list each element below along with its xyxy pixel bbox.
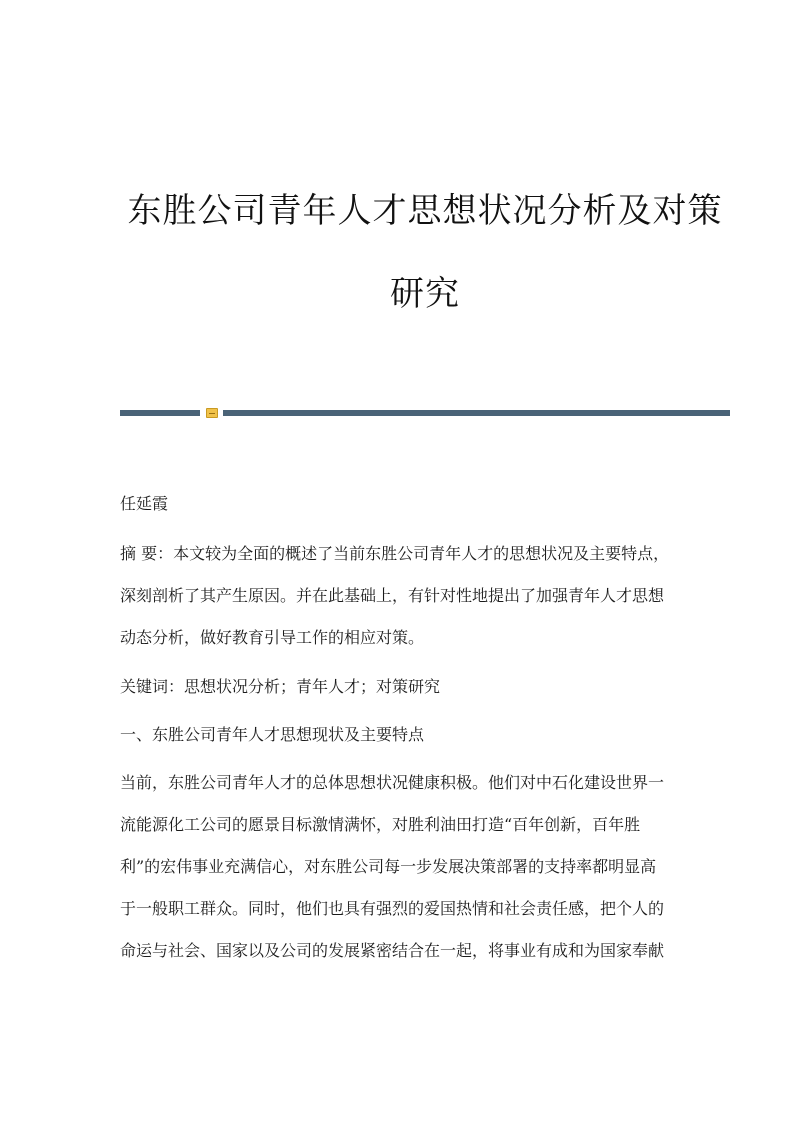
keywords: 关键词：思想状况分析；青年人才；对策研究 [120,677,441,696]
title-line-1: 东胜公司青年人才思想状况分析及对策 [127,191,723,231]
body-line: 命运与社会、国家以及公司的发展紧密结合在一起，将事业有成和为国家奉献 [120,941,665,960]
author: 任延霞 [120,494,169,513]
abstract-line-3: 动态分析，做好教育引导工作的相应对策。 [120,628,425,647]
body-line: 于一般职工群众。同时，他们也具有强烈的爱国热情和社会责任感，把个人的 [120,899,665,918]
divider-bar-right [223,410,730,416]
title-line-2: 研究 [390,274,460,314]
title-divider [120,409,730,417]
abstract-line-1: 摘 要：本文较为全面的概述了当前东胜公司青年人才的思想状况及主要特点， [120,544,670,563]
body-line: 当前，东胜公司青年人才的总体思想状况健康积极。他们对中石化建设世界一 [120,773,665,792]
abstract-line-2: 深刻剖析了其产生原因。并在此基础上，有针对性地提出了加强青年人才思想 [120,586,665,605]
divider-emblem-icon [206,408,218,418]
body-line: 流能源化工公司的愿景目标激情满怀，对胜利油田打造“百年创新，百年胜 [120,815,641,834]
divider-bar-left [120,410,200,416]
body-line: 利”的宏伟事业充满信心，对东胜公司每一步发展决策部署的支持率都明显高 [120,857,657,876]
section-heading: 一、东胜公司青年人才思想现状及主要特点 [120,725,425,744]
